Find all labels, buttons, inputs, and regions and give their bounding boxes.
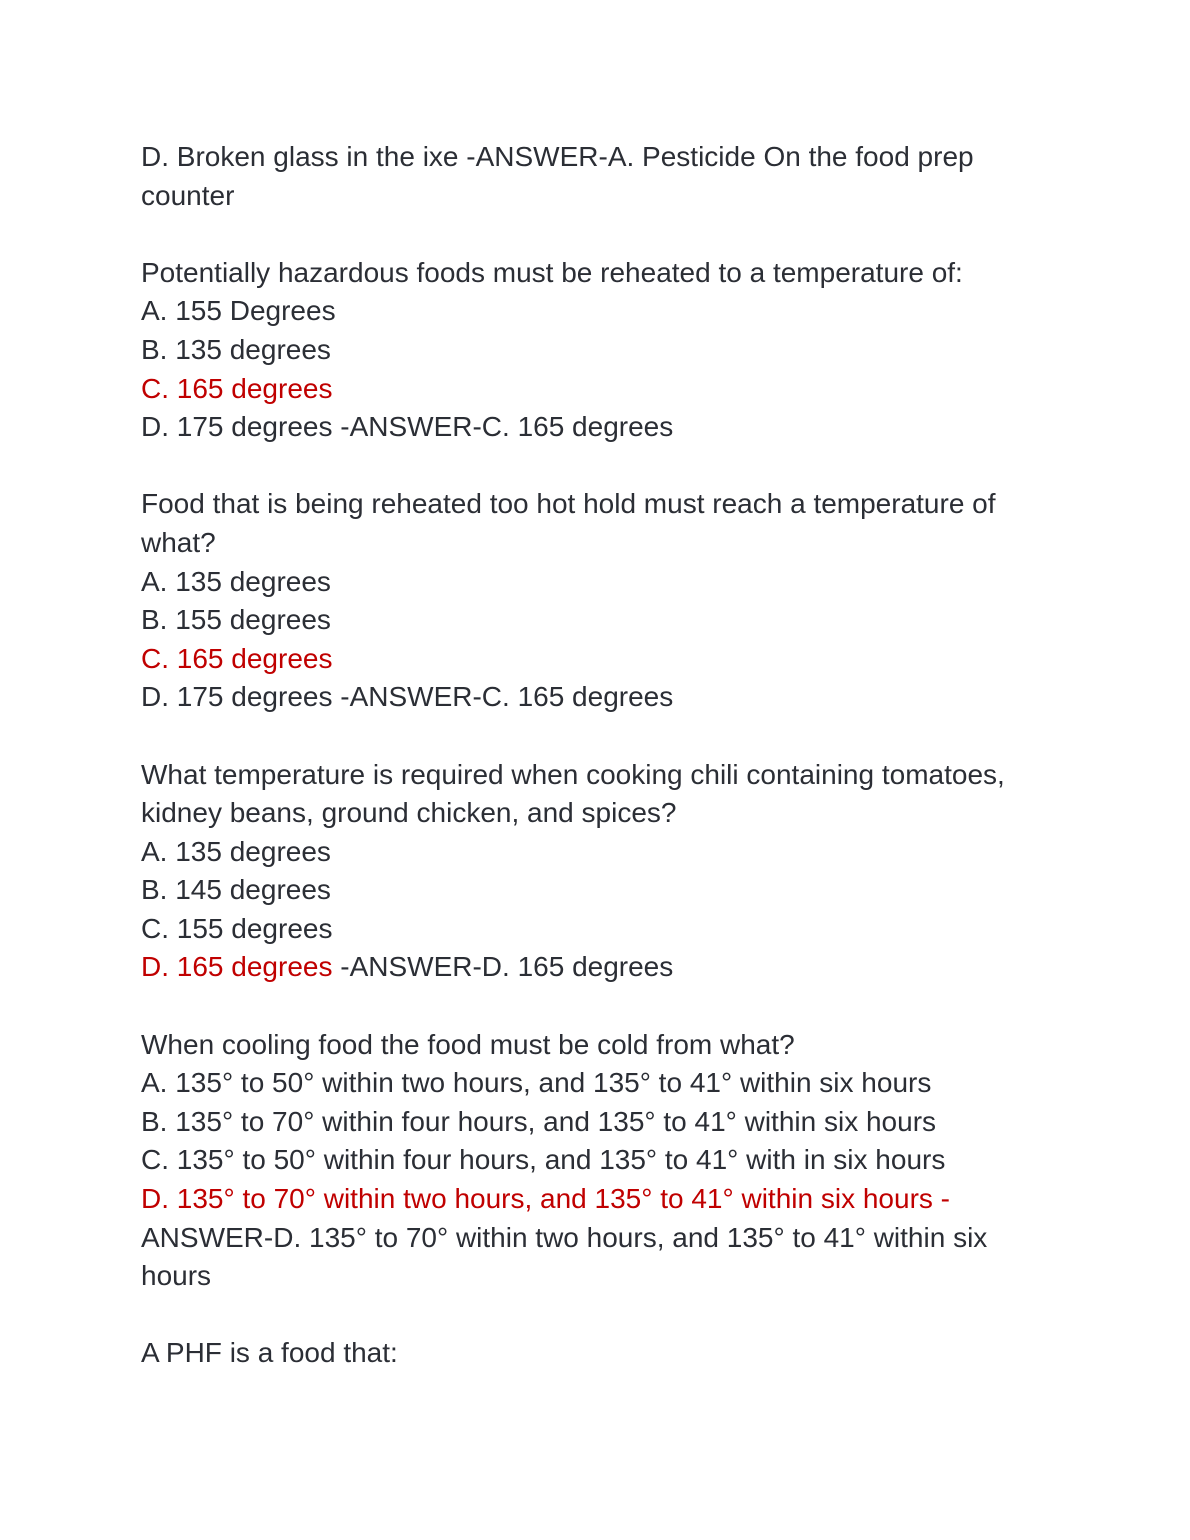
option-c: C. 135° to 50° within four hours, and 135° to 41° with in six hours [141, 1144, 946, 1176]
question-block-reheat [141, 254, 1051, 447]
option-b: B. 155 degrees [141, 604, 331, 636]
option-b: B. 135° to 70° within four hours, and 135° to 41° within six hours [141, 1105, 937, 1137]
option-c: C. 155 degrees [141, 912, 333, 944]
option-d-with-answer: D. 175 degrees -ANSWER-C. 165 degrees [141, 681, 674, 713]
option-a: A. 135 degrees [141, 835, 331, 867]
question-text: Food that is being reheated too hot hold must reach a temperature of what? [141, 488, 996, 558]
answer-line: ANSWER-D. 135° to 70° within two hours, and 135° to 41° within six hours [141, 1221, 988, 1292]
option-d-with-answer: D. 175 degrees -ANSWER-C. 165 degrees [141, 411, 674, 443]
question-text: When cooling food the food must be cold from what? [141, 1028, 795, 1060]
document-content [141, 138, 1051, 1412]
option-a: A. 135 degrees [141, 565, 331, 597]
option-a: A. 135° to 50° within two hours, and 135° to 41° within six hours [141, 1067, 932, 1099]
option-d-with-answer [141, 948, 1051, 987]
answer-line: D. Broken glass in the ixe -ANSWER-A. Pesticide On the food prep counter [141, 141, 974, 211]
question-text: A PHF is a food that: [141, 1337, 398, 1369]
option-c-correct: C. 165 degrees [141, 372, 333, 404]
question-text: Potentially hazardous foods must be reheated to a temperature of: [141, 256, 963, 288]
question-block-hot-hold [141, 485, 1051, 717]
option-d-correct: D. 165 degrees [141, 951, 333, 983]
option-d-correct: D. 135° to 70° within two hours, and 135° to 41° within six hours - [141, 1183, 950, 1215]
question-block-chili [141, 756, 1051, 988]
question-text: What temperature is required when cooking chili containing tomatoes, kidney beans, ground chicken, and spices? [141, 758, 1005, 829]
question-block-cooling [141, 1026, 1051, 1296]
option-b: B. 145 degrees [141, 874, 331, 906]
answer-suffix: -ANSWER-D. 165 degrees [332, 951, 674, 983]
answer-block-previous [141, 138, 1051, 215]
option-c-correct: C. 165 degrees [141, 642, 333, 674]
question-block-phf [141, 1334, 1051, 1373]
option-a: A. 155 Degrees [141, 295, 336, 327]
option-b: B. 135 degrees [141, 333, 331, 365]
